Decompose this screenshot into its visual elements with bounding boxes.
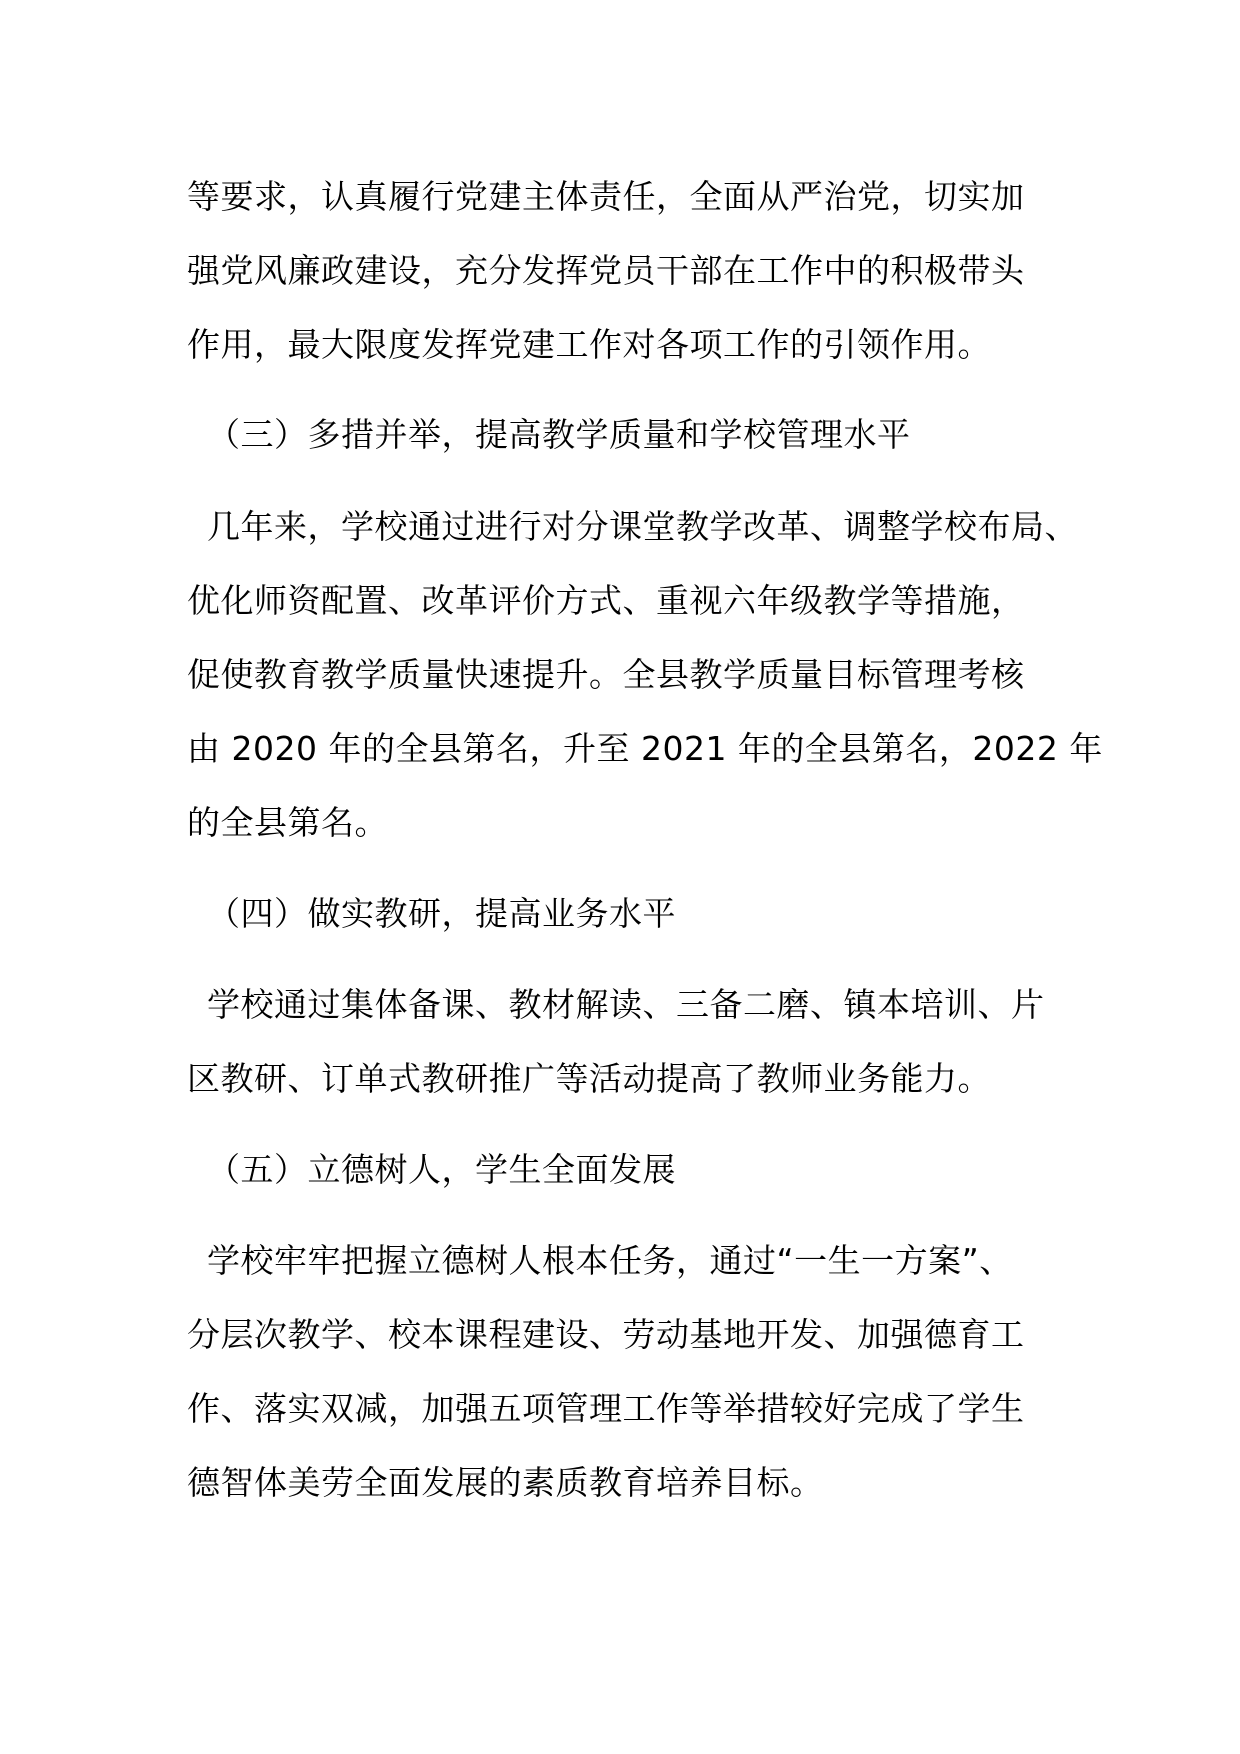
paragraph-line: 作用，最大限度发挥党建工作对各项工作的引领作用。 (187, 325, 991, 364)
paragraph-line: 学校通过集体备课、教材解读、三备二磨、镇本培训、片 (207, 985, 1045, 1024)
paragraph-line: 分层次教学、校本课程建设、劳动基地开发、加强德育工 (187, 1315, 1025, 1354)
paragraph-line: 强党风廉政建设，充分发挥党员干部在工作中的积极带头 (187, 251, 1025, 290)
paragraph-line: 学校牢牢把握立德树人根本任务，通过“一生一方案”、 (207, 1241, 1013, 1280)
paragraph-line: 等要求，认真履行党建主体责任，全面从严治党，切实加 (187, 177, 1025, 216)
paragraph-line: 促使教育教学质量快速提升。全县教学质量目标管理考核 (187, 655, 1025, 694)
section-heading: （四）做实教研，提高业务水平 (207, 894, 676, 933)
section-heading: （三）多措并举，提高教学质量和学校管理水平 (207, 415, 911, 454)
paragraph-line: 几年来，学校通过进行对分课堂教学改革、调整学校布局、 (207, 507, 1078, 546)
paragraph-line: 优化师资配置、改革评价方式、重视六年级教学等措施， (187, 581, 1025, 620)
paragraph-line: 由 2020 年的全县第名，升至 2021 年的全县第名，2022 年 (187, 729, 1103, 768)
paragraph-line: 德智体美劳全面发展的素质教育培养目标。 (187, 1463, 824, 1502)
paragraph-line: 区教研、订单式教研推广等活动提高了教师业务能力。 (187, 1059, 991, 1098)
section-heading: （五）立德树人，学生全面发展 (207, 1150, 676, 1189)
paragraph-line: 作、落实双减，加强五项管理工作等举措较好完成了学生 (187, 1389, 1025, 1428)
paragraph-line: 的全县第名。 (187, 803, 388, 842)
